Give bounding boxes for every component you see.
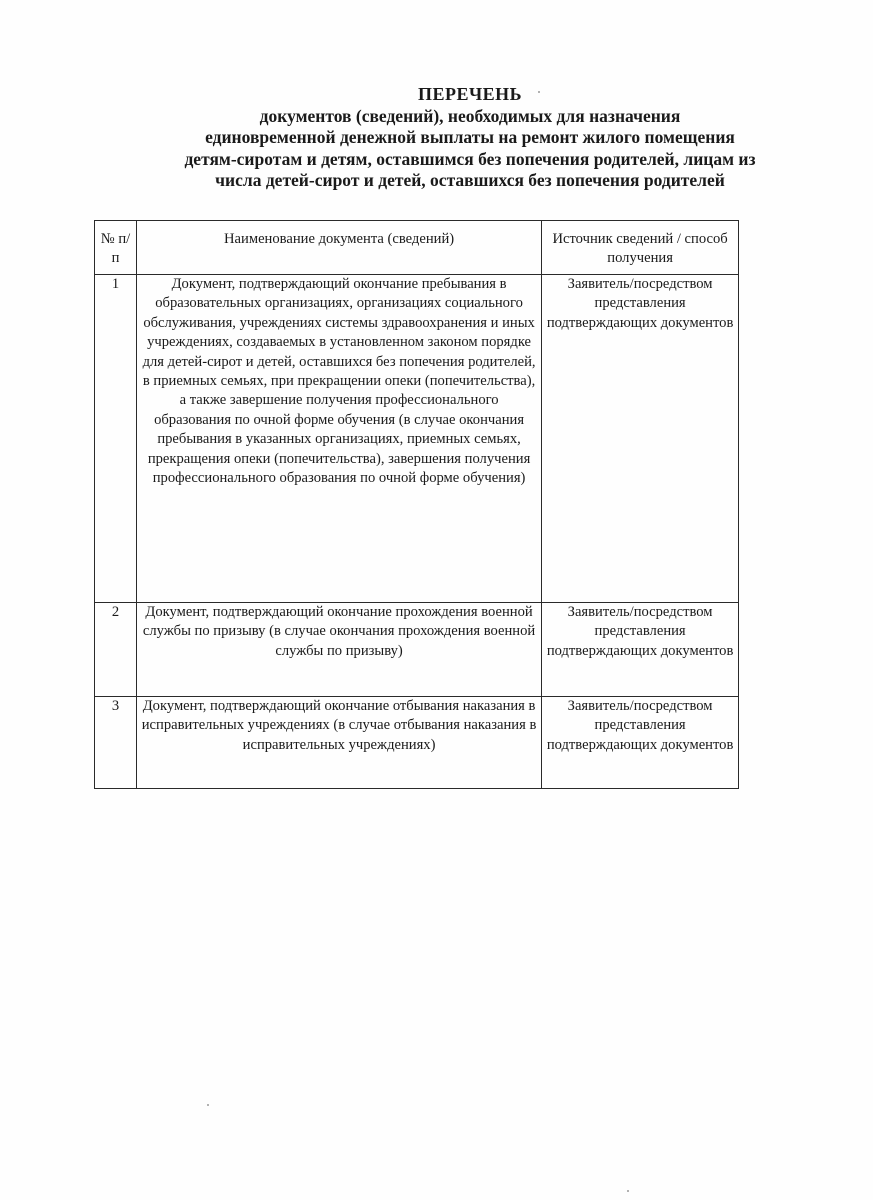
table-row <box>95 697 739 789</box>
row-source: Заявитель/посредством представления подтверждающих документов <box>542 603 739 697</box>
row-number: 2 <box>95 603 137 697</box>
scan-speck <box>627 1190 629 1192</box>
header-name: Наименование документа (сведений) <box>136 221 541 275</box>
row-number: 1 <box>95 275 137 603</box>
row-document-name: Документ, подтверждающий окончание отбывания наказания в исправительных учреждениях (в случае отбывания наказания в исправительных учреждениях) <box>136 697 541 789</box>
row-document-name: Документ, подтверждающий окончание прохождения военной службы по призыву (в случае окончания прохождения военной службы по призыву) <box>136 603 541 697</box>
table-row <box>95 603 739 697</box>
row-number: 3 <box>95 697 137 789</box>
document-title: ПЕРЕЧЕНЬ <box>417 84 523 104</box>
documents-table <box>94 220 739 789</box>
table-row <box>95 275 739 603</box>
subtitle-line: единовременной денежной выплаты на ремонт жилого помещения <box>205 127 735 147</box>
document-heading <box>60 84 873 192</box>
scan-speck <box>538 91 540 93</box>
header-source: Источник сведений / способ получения <box>542 221 739 275</box>
header-number: № п/п <box>95 221 137 275</box>
row-document-name: Документ, подтверждающий окончание пребывания в образовательных организациях, организациях социального обслуживания, учреждениях системы здравоохранения и иных учреждениях, создаваемых в установленном законом порядке для детей-сирот и детей, оставшихся без попечения родителей, в приемных семьях, при прекращении опеки (попечительства), а также завершение получения профессионального образования по очной форме обучения (в случае окончания пребывания в указанных организациях, приемных семьях, прекращения опеки (попечительства), завершения получения профессионального образования по очной форме обучения) <box>136 275 541 603</box>
subtitle-line: детям-сиротам и детям, оставшимся без попечения родителей, лицам из <box>184 148 756 169</box>
scan-speck <box>207 1104 209 1106</box>
subtitle-line: числа детей-сирот и детей, оставшихся без попечения родителей <box>215 170 725 190</box>
row-source: Заявитель/посредством представления подтверждающих документов <box>542 275 739 603</box>
table-header-row <box>95 221 739 275</box>
row-source: Заявитель/посредством представления подтверждающих документов <box>542 697 739 789</box>
subtitle-line: документов (сведений), необходимых для назначения <box>259 105 681 126</box>
